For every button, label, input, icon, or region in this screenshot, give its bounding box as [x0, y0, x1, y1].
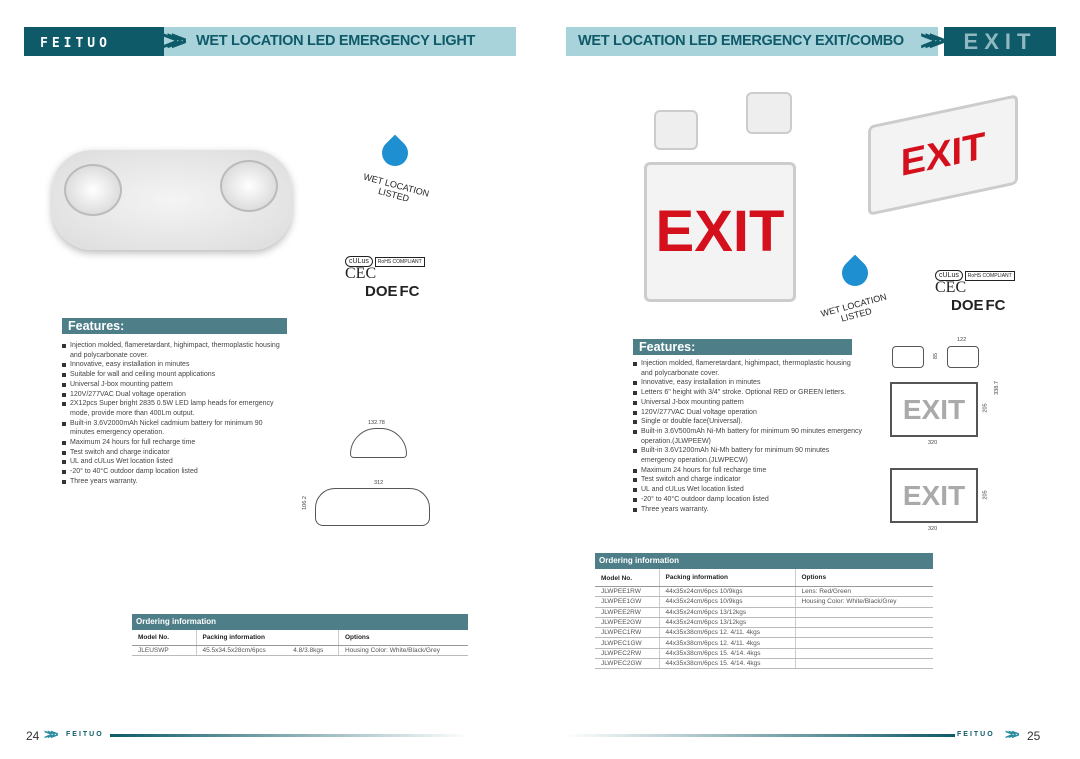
- right-ordering-table: [595, 553, 933, 669]
- right-header-graphic-block: [944, 27, 1056, 56]
- exit-graphic: EXIT: [963, 29, 1037, 54]
- dim-total-height: 338.7: [993, 381, 1000, 395]
- col-options: Options: [338, 630, 468, 646]
- right-page-number: 25: [1027, 729, 1041, 743]
- chevron-icon: >>>: [1005, 726, 1015, 742]
- dim-head-height: 85: [933, 352, 940, 360]
- feature-item: UL and cULus Wet location listed: [62, 457, 287, 467]
- dim-sign-height: 205: [982, 403, 989, 413]
- feature-item: Letters 6" height with 3/4" stroke. Optional RED or GREEN letters.: [633, 388, 863, 398]
- dim-height: 106.2: [301, 496, 308, 510]
- doe-mark: DOE: [365, 283, 398, 300]
- lamp-head-left: [64, 164, 122, 216]
- left-page-number: 24: [26, 729, 40, 743]
- left-features-heading: Features:: [62, 318, 287, 334]
- feature-item: Universal J-box mounting pattern: [633, 398, 863, 408]
- table-row: JLWPEE1GW 44x35x24cm/6pcs 10/9kgs Housing Color: White/Black/Grey: [595, 597, 933, 607]
- fcc-mark: FC: [985, 297, 1006, 314]
- right-features-heading: Features:: [633, 339, 852, 355]
- col-model: Model No.: [595, 569, 659, 587]
- exit-combo-photo: [642, 90, 802, 305]
- table-row: JLWPEE2GW 44x35x24cm/6pcs 13/12kgs: [595, 617, 933, 627]
- feature-item: Innovative, easy installation in minutes: [62, 360, 287, 370]
- dim-sign-width: 320: [928, 440, 938, 446]
- table-row: JLWPEC2RW 44x35x38cm/6pcs 15. 4/14. 4kgs: [595, 648, 933, 658]
- ul-mark: cULus: [345, 256, 373, 267]
- lamp-head-drawing: [892, 346, 924, 368]
- feature-item: 120V/277VAC Dual voltage operation: [62, 390, 287, 400]
- wet-location-text: WET LOCATION LISTED: [819, 291, 888, 324]
- brand-logo: FEITUO: [40, 36, 111, 51]
- lamp-head-right: [220, 160, 278, 212]
- left-page-title: WET LOCATION LED EMERGENCY LIGHT: [196, 33, 476, 49]
- rohs-mark: RoHS COMPLIANT: [965, 271, 1015, 281]
- side-view-drawing: [350, 428, 407, 458]
- feature-item: UL and cULus Wet location listed: [633, 485, 863, 495]
- front-view-drawing: [315, 488, 430, 526]
- feature-item: -20° to 40°C outdoor damp location listed: [633, 495, 863, 505]
- dim-width-top: 132.78: [368, 420, 385, 426]
- table-row: JLWPEC2GW 44x35x38cm/6pcs 15. 4/14. 4kgs: [595, 659, 933, 669]
- footer-line-left: [110, 734, 470, 737]
- lamp-head-right: [746, 92, 792, 134]
- feature-item: Injection molded, flameretardant, highimpact, thermoplastic housing and polycarbonate cover.: [62, 341, 287, 360]
- table-row: JLWPEC1GW 44x35x38cm/6pcs 12. 4/11. 4kgs: [595, 638, 933, 648]
- col-packing: Packing information: [659, 569, 795, 587]
- wet-location-text: WET LOCATION LISTED: [362, 171, 431, 204]
- feature-item: Single or double face(Universal).: [633, 417, 863, 427]
- feature-item: Built-in 3.6V500mAh Ni-Mh battery for minimum 90 minutes emergency operation.(JLWPEEW): [633, 427, 863, 446]
- rohs-mark: RoHS COMPLIANT: [375, 257, 425, 267]
- certification-marks: [345, 258, 455, 300]
- feature-item: Injection molded, flameretardant, highimpact, thermoplastic housing and polycarbonate cover.: [633, 359, 863, 378]
- exit-sign-drawing: EXIT: [890, 468, 978, 523]
- feature-item: Innovative, easy installation in minutes: [633, 378, 863, 388]
- lamp-head-left: [654, 110, 698, 150]
- table-row: JLWPEE1RW 44x35x24cm/6pcs 10/9kgs Lens: Red/Green: [595, 587, 933, 597]
- feature-item: Maximum 24 hours for full recharge time: [633, 466, 863, 476]
- feature-item: Test switch and charge indicator: [62, 448, 287, 458]
- col-options: Options: [795, 569, 933, 587]
- right-page-title: WET LOCATION LED EMERGENCY EXIT/COMBO: [578, 33, 904, 49]
- cec-mark: CEC: [935, 279, 967, 296]
- cec-mark: CEC: [345, 265, 377, 282]
- footer-brand-left: FEITUO: [66, 731, 104, 738]
- footer-brand-right: FEITUO: [957, 731, 995, 738]
- feature-item: Built-in 3.6V1200mAh Ni-Mh battery for minimum 90 minutes emergency operation.(JLWPECW): [633, 446, 863, 465]
- left-header-brand-block: [24, 27, 164, 56]
- feature-item: Built-in 3.6V2000mAh Nickel cadmium battery for minimum 90 minutes emergency operation.: [62, 419, 287, 438]
- table-row: JLEUSWP 45.5x34.5x28cm/6pcs 4.8/3.8kgs Housing Color: White/Black/Grey: [132, 646, 468, 656]
- dim-sign2-width: 320: [928, 526, 938, 532]
- fcc-mark: FC: [399, 283, 420, 300]
- dim-sign2-height: 205: [982, 490, 989, 500]
- col-packing: Packing information: [196, 630, 338, 646]
- feature-item: Test switch and charge indicator: [633, 475, 863, 485]
- water-drop-icon: [377, 135, 414, 172]
- right-features-list: [633, 359, 863, 514]
- ul-mark: cULus: [935, 270, 963, 281]
- left-ordering-table: [132, 614, 468, 656]
- feature-item: 120V/277VAC Dual voltage operation: [633, 408, 863, 418]
- exit-sign-photo: EXIT: [868, 94, 1018, 216]
- feature-item: Maximum 24 hours for full recharge time: [62, 438, 287, 448]
- feature-item: 2X12pcs Super bright 2835 0.5W LED lamp heads for emergency mode, provide more than 400Lm output.: [62, 399, 287, 418]
- ordering-heading: Ordering information: [132, 614, 468, 630]
- table-row: JLWPEC1RW 44x35x38cm/6pcs 12. 4/11. 4kgs: [595, 628, 933, 638]
- feature-item: -20° to 40°C outdoor damp location listed: [62, 467, 287, 477]
- exit-sign-face: EXIT: [644, 162, 796, 302]
- ordering-heading: Ordering information: [595, 553, 933, 569]
- feature-item: Suitable for wall and ceiling mount applications: [62, 370, 287, 380]
- col-model: Model No.: [132, 630, 196, 646]
- footer-line-right: [565, 734, 955, 737]
- emergency-light-photo: [52, 150, 292, 250]
- dim-head-width: 122: [957, 337, 967, 343]
- table-row: JLWPEE2RW 44x35x24cm/6pcs 13/12kgs: [595, 607, 933, 617]
- feature-item: Three years warranty.: [633, 505, 863, 515]
- certification-marks: [935, 272, 1045, 314]
- exit-sign-drawing: EXIT: [890, 382, 978, 437]
- chevron-icon: >>>: [44, 726, 54, 742]
- chevron-icon: >>>: [920, 25, 934, 56]
- doe-mark: DOE: [951, 297, 984, 314]
- left-features-list: [62, 341, 287, 487]
- feature-item: Three years warranty.: [62, 477, 287, 487]
- chevron-icon: >>>: [162, 25, 176, 56]
- feature-item: Universal J-box mounting pattern: [62, 380, 287, 390]
- water-drop-icon: [837, 255, 874, 292]
- wet-location-logo: [350, 140, 440, 215]
- lamp-head-drawing: [947, 346, 979, 368]
- wet-location-logo: [810, 260, 900, 335]
- dim-length: 312: [374, 480, 384, 486]
